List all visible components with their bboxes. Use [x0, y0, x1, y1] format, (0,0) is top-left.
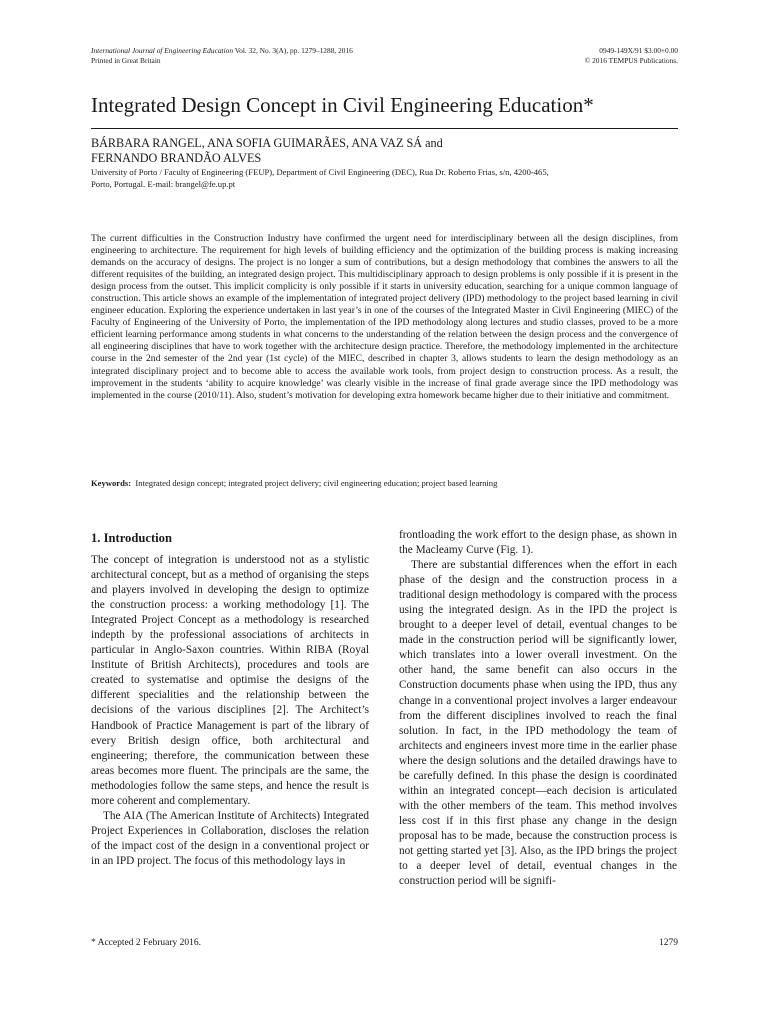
keywords-label: Keywords:	[91, 478, 132, 488]
affiliation-line-2: Porto, Portugal. E-mail: brangel@fe.up.pt	[91, 179, 236, 189]
running-header	[91, 46, 678, 65]
journal-name: International Journal of Engineering Education	[91, 46, 234, 55]
affiliation-line-1: University of Porto / Faculty of Engineering (FEUP), Department of Civil Engineering (DEC), Rua Dr. Roberto Frias, s/n, 4200-465,	[91, 167, 549, 177]
title-rule	[91, 128, 678, 129]
authors-line-1: BÁRBARA RANGEL, ANA SOFIA GUIMARÃES, ANA VAZ SÁ and	[91, 136, 443, 150]
header-left	[91, 46, 353, 65]
section-heading: 1. Introduction	[91, 531, 172, 545]
keywords-text: Integrated design concept; integrated project delivery; civil engineering education; project based learning	[135, 478, 498, 488]
page-number: 1279	[659, 938, 678, 948]
journal-citation: Vol. 32, No. 3(A), pp. 1279–1288, 2016	[233, 46, 353, 55]
copyright: © 2016 TEMPUS Publications.	[584, 55, 678, 65]
column-left	[91, 530, 369, 869]
authors-line-2: FERNANDO BRANDÃO ALVES	[91, 151, 262, 165]
author-list	[91, 136, 678, 166]
keywords	[91, 478, 678, 489]
footnote: * Accepted 2 February 2016.	[91, 938, 202, 948]
printed-in: Printed in Great Britain	[91, 55, 161, 65]
page-footer	[91, 937, 678, 949]
paper-title: Integrated Design Concept in Civil Engineering Education*	[91, 93, 594, 117]
abstract: The current difficulties in the Construction Industry have confirmed the urgent need for interdisciplinary between all the design disciplines, from engineering to architecture. The requirement for high levels of building efficiency and the optimization of the building process is making increasing demands on the accuracy of designs. The project is no longer a sum of contributions, but a design methodology that combines the answers to all the different requisites of the building, an integrated design project. This multidisciplinary approach to design problems is only possible if it is present in the design process from the outset. This implicit complicity is only possible if it starts in university education, searching for a unique common language of construction. This article shows an example of the implementation of integrated project delivery (IPD) methodology to the project based learning in civil engineer education. Exploring the experience undertaken in last year’s in one of the courses of the Integrated Master in Civil Engineering (MIEC) of the Faculty of Engineering of the University of Porto, the implementation of the IPD methodology along lectures and studio classes, proved to be a more efficient learning performance among students in what concerns to the understanding of the relation between the design process and the convergence of all engineering disciplines that have to work together with the architecture design practice. Therefore, the methodology implemented in the architecture course in the 2nd semester of the 2nd year (1st cycle) of the MIEC, described in chapter 3, allows students to learn the design methodology as an integrated disciplinary project and to become able to access the available work tools, from project design to construction process. As a result, the improvement in the students ‘ability to acquire knowledge’ was clearly visible in the increase of final grade average since the IPD methodology was implemented in the course (2010/11). Also, student’s motivation for developing extra homework became higher due to their initiative and commitment.	[91, 233, 678, 401]
header-right	[585, 46, 678, 65]
issn: 0949-149X/91 $3.00+0.00	[599, 46, 678, 55]
paragraph: The concept of integration is understood not as a stylistic architectural concept, but as a method of organising the steps and players involved in developing the design to optimize the construction process: a working methodology [1]. The Integrated Project Concept as a methodology is researched indepth by the professional associations of architects in particular in Anglo-Saxon countries. Within RIBA (Royal Institute of British Architects), procedures and tools are created to systematise and optimise the designs of the different specialities and the relationship between the decisions of the various disciplines [2]. The Architect’s Handbook of Practice Management is part of the library of every British design office, both architectural and engineering; therefore, the communication between these areas becomes more fluent. The principals are the same, the methodologies follow the same steps, and hence the result is more coherent and complementary.	[91, 554, 369, 807]
paragraph: There are substantial differences when the effort in each phase of the design and the construction process in a traditional design methodology is compared with the process using the integrated design. As in the IPD the project is brought to a deeper level of detail, eventual changes to be made in the construction period will be significantly lower, which translates into a lower overall investment. On the other hand, the same benefit can also occurs in the Construction documents phase when using the IPD, thus any change in a conventional project involves a larger endeavour from the different disciplines involved to reach the final solution. In fact, in the IPD methodology the team of architects and engineers invest more time in the earlier phase where the design solutions and the detailed drawings have to be carefully defined. In this phase the design is coordinated within an integrated concept—each decision is articulated with the other members of the team. This method involves less cost if in this first phase any change in the design proposal has to be made, because the construction process is not getting started yet [3]. Also, as the IPD brings the project to a deeper level of detail, eventual changes in the construction period will be signifi-	[399, 559, 677, 888]
column-right	[399, 528, 677, 889]
paragraph: frontloading the work effort to the design phase, as shown in the Macleamy Curve (Fig. 1).	[399, 529, 677, 557]
affiliation	[91, 166, 678, 190]
paragraph: The AIA (The American Institute of Architects) Integrated Project Experiences in Collaboration, discloses the relation of the impact cost of the design in a conventional project or in an IPD project. The focus of this methodology lays in	[91, 809, 369, 867]
